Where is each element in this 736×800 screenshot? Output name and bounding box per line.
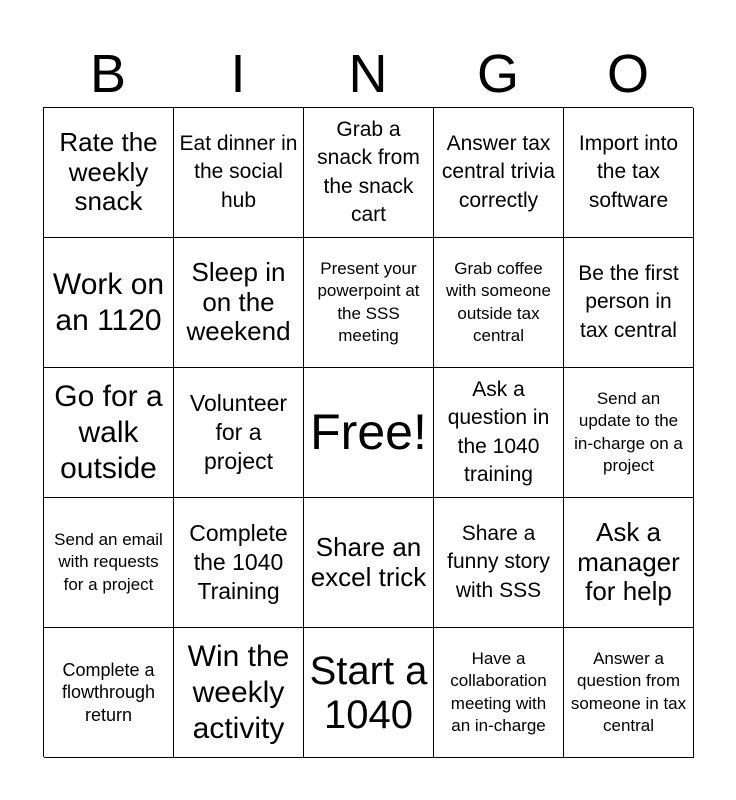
bingo-board <box>43 107 693 757</box>
cell-text: Ask a manager for help <box>577 516 680 607</box>
cell-text: Answer a question from someone in tax central <box>570 648 687 735</box>
cell-text: Win the weekly activity <box>187 639 290 745</box>
bingo-cell[interactable] <box>434 238 564 368</box>
cell-text: Work on an 1120 <box>52 267 165 337</box>
bingo-cell[interactable] <box>174 498 304 628</box>
cell-text: Share an excel trick <box>310 531 427 592</box>
bingo-cell[interactable] <box>44 368 174 498</box>
bingo-cell[interactable] <box>174 368 304 498</box>
bingo-cell[interactable] <box>564 628 694 758</box>
cell-text: Complete the 1040 Training <box>189 520 288 604</box>
cell-text: Answer tax central trivia correctly <box>441 131 556 212</box>
bingo-cell[interactable] <box>44 498 174 628</box>
bingo-cell[interactable] <box>564 498 694 628</box>
cell-text: Grab a snack from the snack cart <box>317 117 420 226</box>
cell-text: Start a 1040 <box>309 648 428 737</box>
cell-text: Go for a walk outside <box>54 379 163 485</box>
bingo-cell[interactable] <box>434 368 564 498</box>
cell-text: Rate the weekly snack <box>59 126 158 217</box>
bingo-cell[interactable] <box>564 108 694 238</box>
bingo-cell[interactable] <box>304 108 434 238</box>
header-letter-b: B <box>89 44 127 104</box>
bingo-cell[interactable] <box>304 238 434 368</box>
cell-text: Volunteer for a project <box>189 390 288 474</box>
bingo-cell[interactable] <box>434 498 564 628</box>
bingo-cell[interactable] <box>44 628 174 758</box>
cell-text: Share a funny story with SSS <box>447 521 550 602</box>
bingo-cell[interactable] <box>564 368 694 498</box>
bingo-cell[interactable] <box>174 108 304 238</box>
free-space-text: Free! <box>310 404 427 460</box>
free-space[interactable] <box>304 368 434 498</box>
cell-text: Import into the tax software <box>578 131 679 212</box>
cell-text: Ask a question in the 1040 training <box>447 377 550 486</box>
cell-text: Complete a flowthrough return <box>61 659 156 725</box>
bingo-cell[interactable] <box>434 108 564 238</box>
bingo-cell[interactable] <box>564 238 694 368</box>
cell-text: Have a collaboration meeting with an in-charge <box>450 648 547 735</box>
cell-text: Eat dinner in the social hub <box>179 131 298 212</box>
header-letter-i: I <box>230 44 246 104</box>
bingo-cell[interactable] <box>434 628 564 758</box>
bingo-cell[interactable] <box>44 108 174 238</box>
cell-text: Send an update to the in-charge on a project <box>574 388 683 475</box>
cell-text: Present your powerpoint at the SSS meeting <box>317 258 420 345</box>
bingo-cell[interactable] <box>44 238 174 368</box>
bingo-cell[interactable] <box>174 238 304 368</box>
cell-text: Sleep in on the weekend <box>186 256 291 347</box>
header-letter-n: N <box>348 44 388 104</box>
bingo-cell[interactable] <box>174 628 304 758</box>
cell-text: Grab coffee with someone outside tax central <box>446 258 551 345</box>
cell-text: Send an email with requests for a project <box>54 529 163 594</box>
bingo-cell[interactable] <box>304 498 434 628</box>
header-letter-g: G <box>476 44 519 104</box>
header-letter-o: O <box>606 44 649 104</box>
bingo-cell[interactable] <box>304 628 434 758</box>
bingo-header <box>43 40 693 108</box>
cell-text: Be the first person in tax central <box>578 261 679 342</box>
